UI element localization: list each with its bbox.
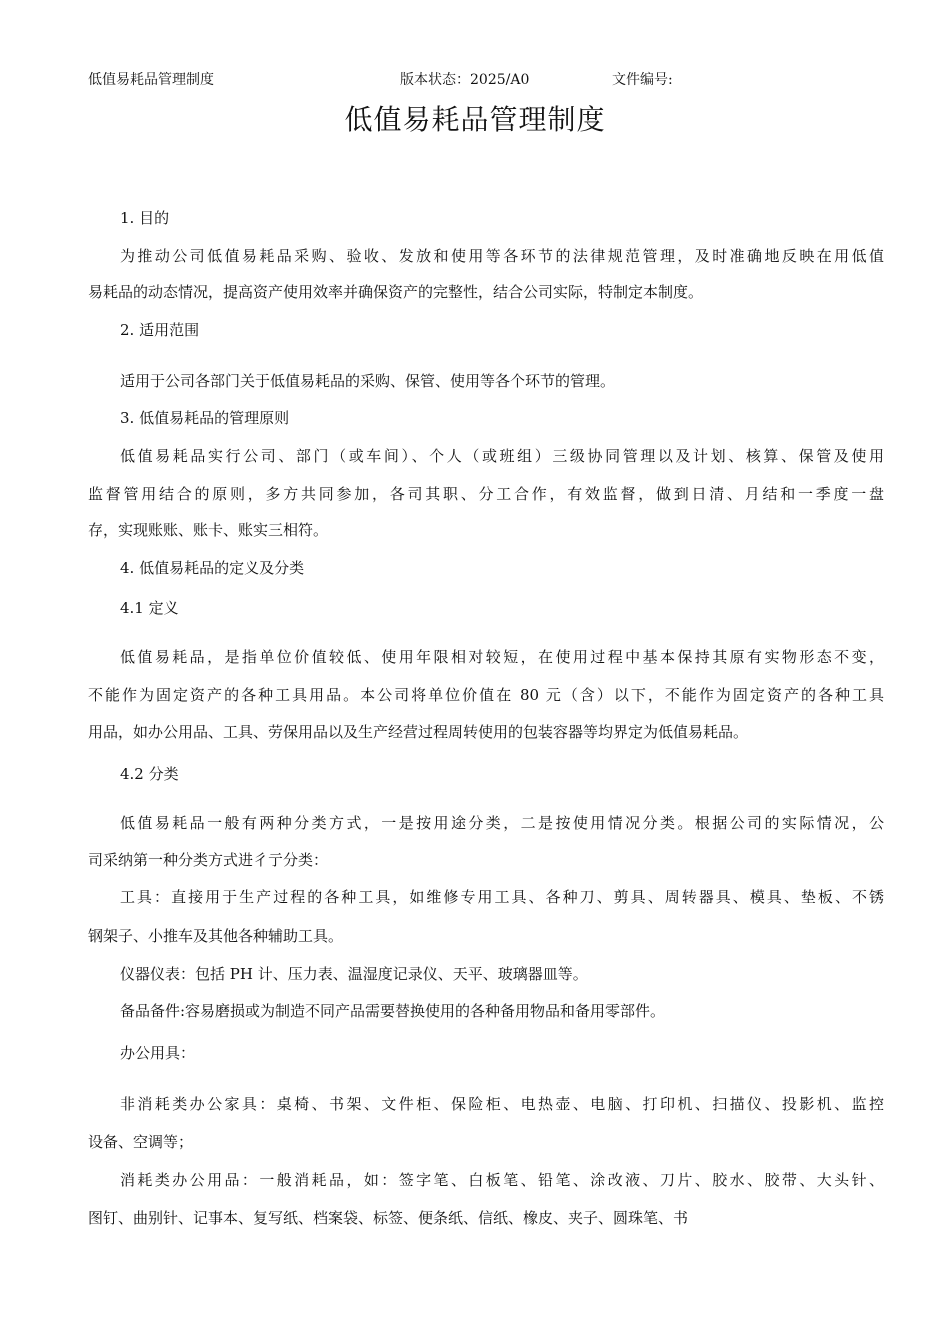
paragraph-line: 低值易耗品实行公司、部门（或车间）、个人（或班组）三级协同管理以及计划、核算、保管及使用 — [120, 447, 884, 465]
section-heading-scope: 2. 适用范围 — [120, 321, 200, 339]
paragraph-line: 不能作为固定资产的各种工具用品。本公司将单位价值在 80 元（含）以下，不能作为固定资产的各种工具 — [88, 686, 884, 704]
header-doc-number: 文件编号: — [612, 72, 673, 88]
paragraph-line: 非消耗类办公家具：桌椅、书架、文件柜、保险柜、电热壶、电脑、打印机、扫描仪、投影机、监控 — [120, 1095, 884, 1113]
paragraph-line: 办公用具： — [120, 1044, 196, 1062]
paragraph-line: 用品，如办公用品、工具、劳保用品以及生产经营过程周转使用的包装容器等均界定为低值易耗品。 — [88, 723, 749, 741]
paragraph-line: 备品备件:容易磨损或为制造不同产品需要替换使用的各种备用物品和备用零部件。 — [120, 1002, 666, 1020]
subsection-heading-definition: 4.1 定义 — [120, 599, 179, 617]
paragraph-line: 为推动公司低值易耗品采购、验收、发放和使用等各环节的法律规范管理，及时准确地反映在用低值 — [120, 247, 884, 265]
header-version: 版本状态：2025/A0 — [400, 72, 530, 88]
paragraph-line: 消耗类办公用品：一般消耗品，如：签字笔、白板笔、铅笔、涂改液、刀片、胶水、胶带、大头针、 — [120, 1171, 884, 1189]
section-heading-principles: 3. 低值易耗品的管理原则 — [120, 409, 290, 427]
header-doc-name: 低值易耗品管理制度 — [88, 72, 214, 88]
page-title: 低值易耗品管理制度 — [344, 103, 606, 136]
paragraph-line: 低值易耗品一般有两种分类方式，一是按用途分类，二是按使用情况分类。根据公司的实际情况，公 — [120, 814, 884, 832]
section-heading-definition-classification: 4. 低值易耗品的定义及分类 — [120, 559, 305, 577]
paragraph-line: 适用于公司各部门关于低值易耗品的采购、保管、使用等各个环节的管理。 — [120, 372, 616, 390]
paragraph-line: 设备、空调等； — [88, 1133, 194, 1151]
subsection-heading-classification: 4.2 分类 — [120, 765, 179, 783]
paragraph-line: 存，实现账账、账卡、账实三相符。 — [88, 521, 329, 539]
paragraph-line: 低值易耗品，是指单位价值较低、使用年限相对较短，在使用过程中基本保持其原有实物形态不变， — [120, 648, 884, 666]
paragraph-line: 工具：直接用于生产过程的各种工具，如维修专用工具、各种刀、剪具、周转器具、模具、垫板、不锈 — [120, 888, 884, 906]
paragraph-line: 图钉、曲别针、记事本、复写纸、档案袋、标签、便条纸、信纸、橡皮、夹子、圆珠笔、书 — [88, 1209, 689, 1227]
paragraph-line: 监督管用结合的原则，多方共同参加，各司其职、分工合作，有效监督，做到日清、月结和一季度一盘 — [88, 485, 884, 503]
paragraph-line: 司采纳第一种分类方式进彳亍分类： — [88, 851, 329, 869]
paragraph-line: 易耗品的动态情况，提高资产使用效率并确保资产的完整性，结合公司实际，特制定本制度。 — [88, 283, 704, 301]
paragraph-line: 钢架子、小推车及其他各种辅助工具。 — [88, 927, 344, 945]
section-heading-purpose: 1. 目的 — [120, 209, 170, 227]
paragraph-line: 仪器仪表：包括 PH 计、压力表、温湿度记录仪、天平、玻璃器皿等。 — [120, 965, 588, 983]
